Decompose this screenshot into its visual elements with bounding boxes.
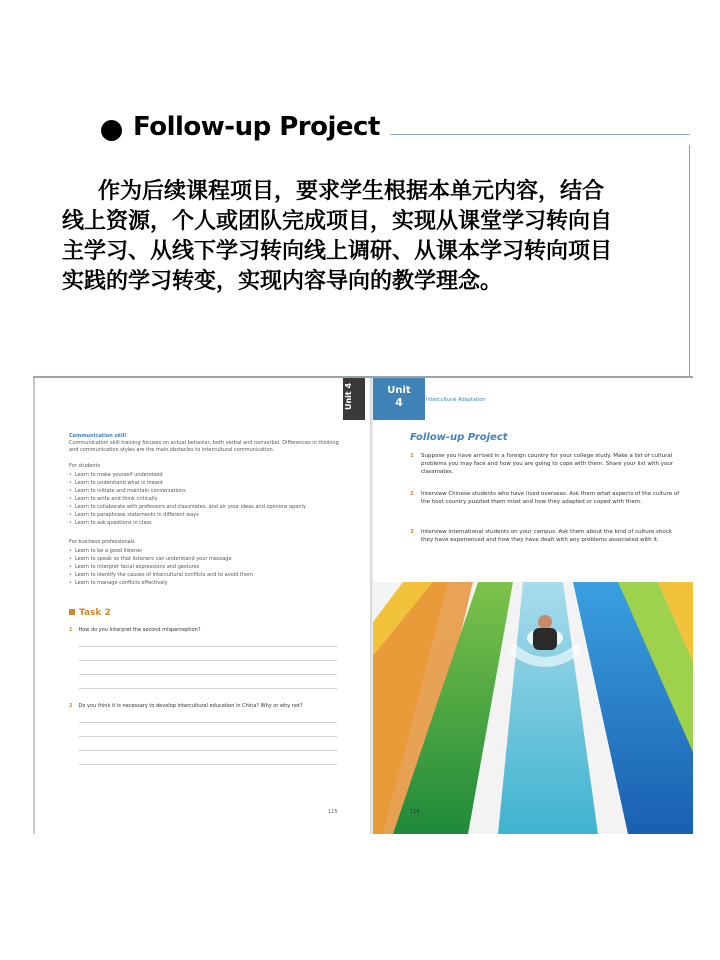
- answer-line: [79, 750, 337, 751]
- unit-tab: Unit 4: [343, 376, 365, 420]
- answer-line: [79, 674, 337, 675]
- paragraph-line: 线上资源，个人或团队完成项目，实现从课堂学习转向自: [62, 208, 613, 234]
- page-number: 115: [328, 809, 338, 815]
- list-item: • Learn to understand what is meant: [69, 479, 306, 487]
- list-item: • Learn to initiate and maintain conversations: [69, 487, 306, 495]
- followup-item: 2 Interview Chinese students who have lived overseas. Ask them what aspects of the culture of the host country puzzled them most and how they adapted or coped with them.: [410, 491, 680, 505]
- bullet-dot: [101, 120, 122, 141]
- frame-divider: [689, 145, 690, 411]
- answer-line: [79, 764, 337, 765]
- question-2: 2 Do you think it is necessary to develop intercultural education in China? Why or why not?: [69, 703, 303, 709]
- left-page: [33, 376, 373, 834]
- textbook-spread: [33, 376, 693, 834]
- water-slide-photo: [373, 582, 693, 834]
- business-list: [69, 547, 253, 587]
- list-item: • Learn to collaborate with professors and classmates, and air your ideas and opinions openly: [69, 503, 306, 511]
- intro-paragraph: [62, 176, 670, 296]
- list-item: • Learn to manage conflicts effectively: [69, 579, 253, 587]
- task-heading: Task 2: [69, 608, 111, 618]
- right-page: [373, 376, 693, 834]
- answer-line: [79, 722, 337, 723]
- list-item: • Learn to interpret facial expressions and gestures: [69, 563, 253, 571]
- list-item: • Learn to paraphrase statements in different ways: [69, 511, 306, 519]
- answer-line: [79, 688, 337, 689]
- followup-item: 3 Interview international students on your campus. Ask them about the kind of culture shock they have experienced and how they have dealt with any problems associated with it.: [410, 529, 672, 543]
- students-list: [69, 471, 306, 527]
- followup-title: Follow-up Project: [410, 432, 508, 443]
- section-heading: Communication skill: [69, 433, 126, 439]
- business-label: For business professionals: [69, 539, 135, 545]
- followup-item: 1 Suppose you have arrived in a foreign country for your college study. Make a list of cultural problems you may face and how you are going to cope with them. Share your list with your classmates.: [410, 453, 674, 475]
- section-intro: Communication skill training focuses on actual behavior, both verbal and nonverbal. Differences in thinking and communication styles are the main obstacles to intercultural communication.: [69, 440, 339, 453]
- slide-title: Follow-up Project: [133, 112, 380, 142]
- page-number: 116: [410, 809, 420, 815]
- spread-top-edge: [33, 376, 693, 378]
- answer-line: [79, 660, 337, 661]
- list-item: • Learn to ask questions in class: [69, 519, 306, 527]
- list-item: • Learn to be a good listener: [69, 547, 253, 555]
- students-label: For students: [69, 463, 101, 469]
- list-item: • Learn to write and think critically: [69, 495, 306, 503]
- title-rule: [390, 134, 690, 135]
- unit-subtitle: Intercultural Adaptation: [426, 397, 486, 403]
- list-item: • Learn to identify the causes of intercultural conflicts and to avoid them: [69, 571, 253, 579]
- list-item: • Learn to speak so that listeners can understand your message: [69, 555, 253, 563]
- answer-line: [79, 646, 337, 647]
- paragraph-line: 实践的学习转变，实现内容导向的教学理念。: [62, 268, 503, 294]
- paragraph-line: 作为后续课程项目，要求学生根据本单元内容，结合: [98, 178, 605, 204]
- answer-line: [79, 736, 337, 737]
- list-item: • Learn to make yourself understood: [69, 471, 306, 479]
- unit-tab: Unit 4: [373, 376, 425, 420]
- question-1: 1 How do you interpret the second misperception?: [69, 627, 201, 633]
- paragraph-line: 主学习、从线下学习转向线上调研、从课本学习转向项目: [62, 238, 613, 264]
